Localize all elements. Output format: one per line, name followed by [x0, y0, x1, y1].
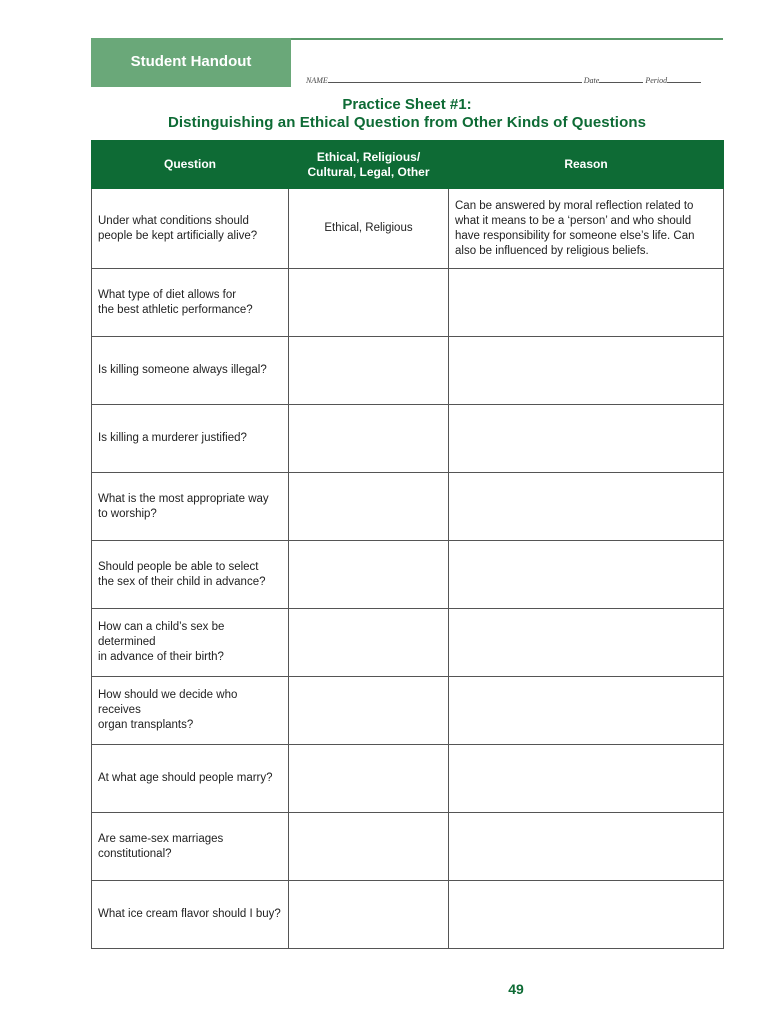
table-row — [92, 609, 724, 677]
table-row — [92, 189, 724, 269]
table-row — [92, 405, 724, 473]
sheet-title: Practice Sheet #1: — [342, 96, 472, 113]
category-cell[interactable]: Ethical, Religious — [289, 189, 449, 269]
question-cell: Under what conditions should people be kept artificially alive? — [92, 189, 289, 269]
category-cell[interactable] — [289, 473, 449, 541]
reason-cell[interactable] — [449, 337, 724, 405]
table-row — [92, 473, 724, 541]
reason-cell[interactable] — [449, 881, 724, 949]
table-row — [92, 881, 724, 949]
question-cell: What is the most appropriate way to worship? — [92, 473, 289, 541]
reason-cell[interactable] — [449, 541, 724, 609]
question-cell: At what age should people marry? — [92, 745, 289, 813]
question-cell: How can a child’s sex be determined in advance of their birth? — [92, 609, 289, 677]
date-field[interactable] — [599, 75, 643, 83]
table-row — [92, 541, 724, 609]
reason-cell[interactable] — [449, 269, 724, 337]
page-number: 49 — [508, 981, 524, 997]
header-category: Ethical, Religious/ Cultural, Legal, Other — [289, 141, 449, 189]
table-row — [92, 337, 724, 405]
category-cell[interactable] — [289, 609, 449, 677]
question-cell: How should we decide who receives organ transplants? — [92, 677, 289, 745]
question-cell: Is killing a murderer justified? — [92, 405, 289, 473]
table-row — [92, 677, 724, 745]
name-label: NAME — [306, 76, 328, 85]
date-label: Date — [583, 76, 600, 85]
question-cell: What type of diet allows for the best athletic performance? — [92, 269, 289, 337]
reason-cell[interactable] — [449, 405, 724, 473]
student-handout-label: Student Handout — [91, 38, 291, 87]
sheet-subtitle: Distinguishing an Ethical Question from Other Kinds of Questions — [167, 114, 647, 131]
header-question: Question — [92, 141, 289, 189]
reason-cell[interactable] — [449, 677, 724, 745]
name-date-period-line — [306, 75, 722, 85]
reason-cell[interactable] — [449, 745, 724, 813]
practice-table — [91, 140, 724, 949]
reason-cell[interactable] — [449, 473, 724, 541]
question-cell: What ice cream flavor should I buy? — [92, 881, 289, 949]
period-label: Period — [645, 76, 668, 85]
name-field[interactable] — [328, 75, 582, 83]
category-cell[interactable] — [289, 269, 449, 337]
period-field[interactable] — [667, 75, 701, 83]
category-cell[interactable] — [289, 541, 449, 609]
reason-cell[interactable]: Can be answered by moral reflection related to what it means to be a ‘person’ and who should have responsibility for someone else’s life. Can also be influenced by religious beliefs. — [449, 189, 724, 269]
question-cell: Are same-sex marriages constitutional? — [92, 813, 289, 881]
question-cell: Should people be able to select the sex of their child in advance? — [92, 541, 289, 609]
header-reason: Reason — [449, 141, 724, 189]
table-row — [92, 269, 724, 337]
category-cell[interactable] — [289, 405, 449, 473]
category-cell[interactable] — [289, 745, 449, 813]
category-cell[interactable] — [289, 881, 449, 949]
table-row — [92, 813, 724, 881]
reason-cell[interactable] — [449, 813, 724, 881]
reason-cell[interactable] — [449, 609, 724, 677]
category-cell[interactable] — [289, 677, 449, 745]
table-header-row — [92, 141, 724, 189]
table-row — [92, 745, 724, 813]
category-cell[interactable] — [289, 813, 449, 881]
question-cell: Is killing someone always illegal? — [92, 337, 289, 405]
category-cell[interactable] — [289, 337, 449, 405]
